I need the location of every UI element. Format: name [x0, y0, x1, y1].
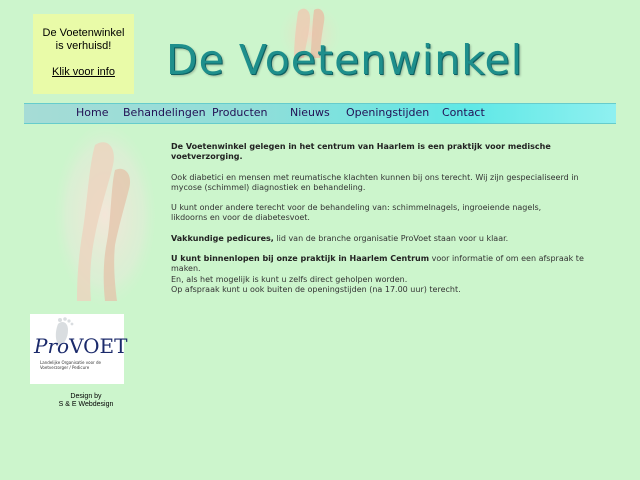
provoet-logo[interactable]	[30, 314, 128, 384]
nav-nieuws[interactable]: Nieuws	[290, 106, 330, 119]
walk-in-line2: En, als het mogelijk is kunt u zelfs direct geholpen worden.	[171, 274, 408, 284]
walk-in-text: voor informatie of om een afspraak te maken.	[171, 254, 584, 274]
design-credit	[50, 393, 122, 409]
nav-contact[interactable]: Contact	[442, 106, 485, 119]
pedicures-text: lid van de branche organisatie ProVoet staan voor u klaar.	[273, 233, 509, 243]
design-credit-line1: Design by	[70, 393, 102, 400]
main-content	[171, 142, 611, 305]
provoet-voet: VOET	[69, 334, 128, 358]
intro-text: De Voetenwinkel gelegen in het centrum van Haarlem is een praktijk voor medische voetverzorging.	[171, 142, 551, 162]
legs-side-image	[55, 125, 155, 305]
diabetici-text-line2: mycose (schimmel) diagnostiek en behandeling.	[171, 182, 366, 192]
pedicures-bold: Vakkundige pedicures,	[171, 233, 274, 243]
design-credit-line2: S & E Webdesign	[58, 401, 114, 408]
treatments-text-line2: likdoorns en voor de diabetesvoet.	[171, 213, 310, 223]
nav-behandelingen[interactable]: Behandelingen	[123, 106, 206, 119]
provoet-subtitle-1: Landelijke Organisatie voor de	[40, 360, 101, 365]
site-logo-title: De Voetenwinkel	[166, 36, 524, 84]
nav-producten[interactable]: Producten	[212, 106, 268, 119]
provoet-subtitle-2: Voetverzorger / Pedicure	[40, 365, 90, 370]
diabetici-text-line1: Ook diabetici en mensen met reumatische klachten kunnen bij ons terecht. Wij zijn gespecialiseerd in	[171, 172, 579, 182]
walk-in-line3: Op afspraak kunt u ook buiten de openingstijden (na 17.00 uur) terecht.	[171, 284, 461, 294]
nav-home[interactable]: Home	[76, 106, 109, 119]
notice-line-2: is verhuisd!	[55, 40, 112, 52]
more-info-link[interactable]: Klik voor info	[52, 66, 115, 78]
treatments-text-line1: U kunt onder andere terecht voor de behandeling van: schimmelnagels, ingroeiende nagels,	[171, 203, 542, 213]
main-navigation	[24, 103, 616, 124]
nav-openingstijden[interactable]: Openingstijden	[346, 106, 430, 119]
provoet-pro: Pro	[34, 334, 70, 358]
moved-notice-box	[33, 14, 134, 94]
notice-line-1: De Voetenwinkel	[42, 27, 125, 39]
walk-in-bold: U kunt binnenlopen bij onze praktijk in Haarlem Centrum	[171, 254, 430, 264]
